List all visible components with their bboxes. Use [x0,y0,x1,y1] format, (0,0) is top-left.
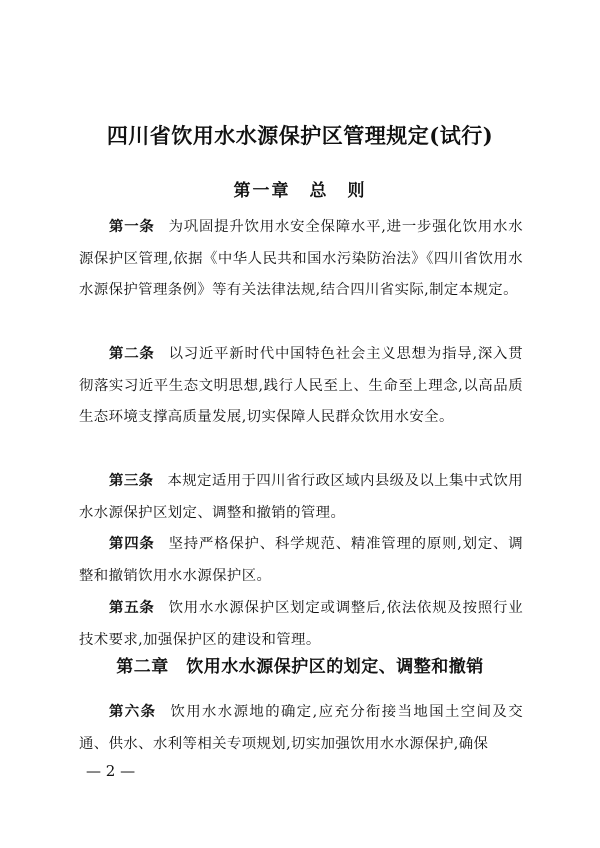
article-4 [79,529,523,592]
article-3 [79,466,523,529]
page-number: — 2 — [86,762,136,780]
article-text: 以习近平新时代中国特色社会主义思想为指导,深入贯彻落实习近平生态文明思想,践行人民至上、生命至上理念,以高品质生态环境支撑高质量发展,切实保障人民群众饮用水安全。 [79,346,524,425]
article-text: 为巩固提升饮用水安全保障水平,进一步强化饮用水水源保护区管理,依据《中华人民共和国水污染防治法》《四川省饮用水水源保护管理条例》等有关法律法规,结合四川省实际,制定本规定。 [79,219,524,298]
article-label: 第五条 [109,600,155,616]
article-label: 第一条 [109,219,155,235]
chapter-heading-1: 第一章 总 则 [233,181,367,201]
article-5 [79,593,523,656]
article-text: 坚持严格保护、科学规范、精准管理的原则,划定、调整和撤销饮用水水源保护区。 [79,536,524,584]
chapter-heading-2: 第二章 饮用水水源保护区的划定、调整和撤销 [116,657,484,677]
document-title: 四川省饮用水水源保护区管理规定(试行) [106,123,494,148]
article-6 [79,697,523,760]
article-label: 第四条 [109,536,155,552]
article-text: 饮用水水源保护区划定或调整后,依法依规及按照行业技术要求,加强保护区的建设和管理。 [79,600,524,648]
article-1 [79,212,523,307]
article-2 [79,339,523,434]
article-text: 饮用水水源地的确定,应充分衔接当地国土空间及交通、供水、水利等相关专项规划,切实加强饮用水水源保护,确保 [79,704,523,752]
article-label: 第六条 [109,704,157,720]
article-text: 本规定适用于四川省行政区域内县级及以上集中式饮用水水源保护区划定、调整和撤销的管理。 [79,473,523,521]
article-label: 第二条 [109,346,155,362]
article-label: 第三条 [109,473,154,489]
